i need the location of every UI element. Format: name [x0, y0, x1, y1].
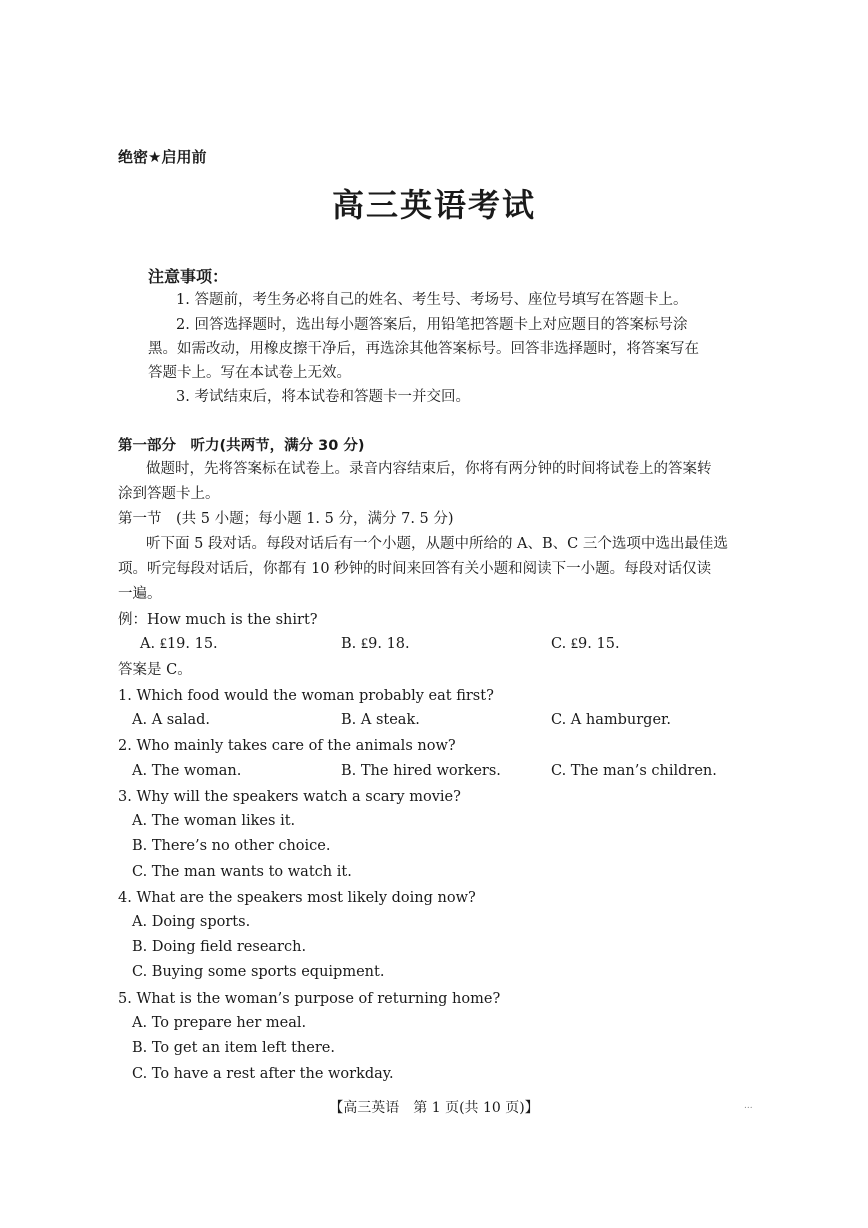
notice-item-2-line-2: 黑。如需改动，用橡皮擦干净后，再选涂其他答案标号。回答非选择题时，将答案写在	[148, 341, 699, 357]
q3-option-c: C. The man wants to watch it.	[132, 864, 352, 880]
example-option-b: B. ₤9. 18.	[341, 636, 410, 652]
q1-option-c: C. A hamburger.	[551, 712, 671, 728]
example-question: 例：How much is the shirt?	[118, 612, 318, 628]
part1-intro-line-2: 涂到答题卡上。	[118, 486, 220, 502]
question-2: 2. Who mainly takes care of the animals now?	[118, 738, 456, 754]
q5-option-c: C. To have a rest after the workday.	[132, 1066, 394, 1082]
question-3: 3. Why will the speakers watch a scary movie?	[118, 789, 461, 805]
section1-line-1: 听下面 5 段对话。每段对话后有一个小题，从题中所给的 A、B、C 三个选项中选出最佳选	[146, 536, 728, 552]
example-answer: 答案是 C。	[118, 662, 192, 678]
notice-heading: 注意事项：	[148, 267, 229, 286]
section1-line-3: 一遍。	[118, 586, 162, 602]
q3-option-b: B. There’s no other choice.	[132, 838, 331, 854]
notice-item-2-line-1: 2. 回答选择题时，选出每小题答案后，用铅笔把答题卡上对应题目的答案标号涂	[176, 317, 688, 333]
q2-option-c: C. The man’s children.	[551, 763, 717, 779]
q4-option-b: B. Doing field research.	[132, 939, 307, 955]
question-5: 5. What is the woman’s purpose of returning home?	[118, 991, 501, 1007]
q5-option-b: B. To get an item left there.	[132, 1040, 335, 1056]
q4-option-a: A. Doing sports.	[132, 914, 251, 930]
page-footer: 【高三英语 第 1 页(共 10 页)】	[329, 1100, 539, 1116]
example-option-c: C. ₤9. 15.	[551, 636, 620, 652]
part1-intro-line-1: 做题时，先将答案标在试卷上。录音内容结束后，你将有两分钟的时间将试卷上的答案转	[146, 461, 712, 477]
q2-option-a: A. The woman.	[132, 763, 242, 779]
part1-heading: 第一部分 听力(共两节，满分 30 分)	[118, 438, 365, 454]
q3-option-a: A. The woman likes it.	[132, 813, 296, 829]
notice-item-3: 3. 考试结束后，将本试卷和答题卡一并交回。	[176, 389, 470, 405]
section1-heading: 第一节 (共 5 小题；每小题 1. 5 分，满分 7. 5 分)	[118, 511, 454, 527]
question-4: 4. What are the speakers most likely doing now?	[118, 890, 476, 906]
confidential-label: 绝密★启用前	[118, 148, 207, 166]
q4-option-c: C. Buying some sports equipment.	[132, 964, 385, 980]
page-title: 高三英语考试	[331, 186, 536, 224]
example-option-a: A. ₤19. 15.	[140, 636, 218, 652]
q5-option-a: A. To prepare her meal.	[132, 1015, 307, 1031]
question-1: 1. Which food would the woman probably eat first?	[118, 688, 494, 704]
footer-dots: ...	[744, 1101, 753, 1111]
section1-line-2: 项。听完每段对话后，你都有 10 秒钟的时间来回答有关小题和阅读下一小题。每段对话仅读	[118, 561, 712, 577]
notice-item-1: 1. 答题前，考生务必将自己的姓名、考生号、考场号、座位号填写在答题卡上。	[176, 292, 688, 308]
q1-option-a: A. A salad.	[132, 712, 211, 728]
notice-item-2-line-3: 答题卡上。写在本试卷上无效。	[148, 365, 351, 381]
q2-option-b: B. The hired workers.	[341, 763, 501, 779]
q1-option-b: B. A steak.	[341, 712, 420, 728]
